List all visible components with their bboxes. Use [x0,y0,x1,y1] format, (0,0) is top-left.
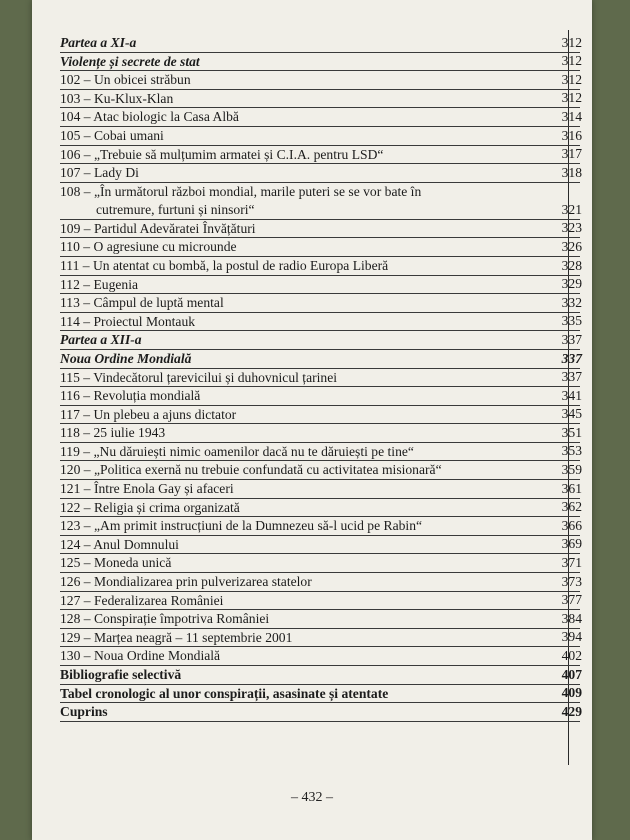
toc-entry-page-number: 335 [561,313,582,329]
toc-entry-page-number: 366 [561,517,582,533]
toc-entry-title: 126 – Mondializarea prin pulverizarea statelor [60,574,312,590]
toc-entry-title: 107 – Lady Di [60,165,139,181]
toc-entry-page-number: 362 [561,499,582,515]
toc-entry [60,34,580,53]
toc-entry [60,610,580,629]
toc-entry [60,443,580,462]
toc-entry [60,276,580,295]
toc-entry-title: Partea a XI-a [60,35,137,50]
toc-entry-page-number: 353 [561,443,582,459]
toc-entry-page-number: 337 [561,331,582,347]
toc-entry-title: 109 – Partidul Adevăratei Învățături [60,220,256,236]
toc-entry [60,53,580,72]
book-page [32,0,592,840]
toc-entry [60,387,580,406]
toc-entry-page-number: 337 [561,350,582,366]
toc-entry [60,294,580,313]
toc-entry-page-number: 332 [561,294,582,310]
toc-entry-title: Tabel cronologic al unor conspirații, asasinate și atentate [60,685,389,701]
toc-entry-title: 129 – Marțea neagră – 11 septembrie 2001 [60,629,293,645]
toc-entry [60,554,580,573]
toc-entry-title: 117 – Un plebeu a ajuns dictator [60,406,237,422]
toc-entry-title: Violențe și secrete de stat [60,53,200,69]
toc-entry [60,573,580,592]
toc-entry-title: 113 – Câmpul de luptă mental [60,295,224,311]
toc-entry-page-number: 326 [561,238,582,254]
toc-entry-page-number: 373 [561,573,582,589]
toc-entry-title: 124 – Anul Domnului [60,536,179,552]
toc-entry-page-number: 312 [561,90,582,106]
toc-entry-title: 122 – Religia și crima organizată [60,499,240,515]
toc-entry-title: Bibliografie selectivă [60,667,182,682]
toc-entry-title: 104 – Atac biologic la Casa Albă [60,109,239,125]
page-footer-number: – 432 – [291,790,333,805]
toc-entry-page-number: 318 [561,164,582,180]
toc-entry-page-number: 341 [561,387,582,403]
toc-entry [60,90,580,109]
toc-entry-title: 112 – Eugenia [60,276,139,292]
toc-entry-title-continuation: cutremure, furtuni și ninsori“ [96,201,255,217]
toc-entry-page-number: 312 [561,71,582,87]
toc-entry [60,183,580,220]
toc-entry-title: 111 – Un atentat cu bombă, la postul de radio Europa Liberă [60,257,389,273]
toc-entry [60,592,580,611]
toc-entry-page-number: 337 [561,369,582,385]
toc-entry [60,71,580,90]
toc-entry-title: 115 – Vindecătorul țarevicilui și duhovnicul țarinei [60,369,338,385]
toc-entry-title: 116 – Revoluția mondială [60,388,201,404]
toc-entry-title: Noua Ordine Mondială [60,350,192,366]
toc-entry-title: 110 – O agresiune cu microunde [60,239,237,255]
toc-entry [60,703,580,722]
toc-entry-page-number: 321 [561,201,582,217]
toc-entry-page-number: 345 [561,406,582,422]
toc-entry-page-number: 369 [561,536,582,552]
toc-entry-title: 128 – Conspirație împotriva României [60,611,270,627]
toc-entry [60,369,580,388]
toc-entry-page-number: 377 [561,592,582,608]
toc-entry-page-number: 402 [561,648,582,663]
toc-entry [60,406,580,425]
toc-entry-title: Cuprins [60,704,108,720]
toc-entry-page-number: 329 [561,276,582,292]
toc-entry [60,146,580,165]
toc-entry [60,536,580,555]
toc-entry [60,331,580,350]
toc-entry-page-number: 316 [561,127,582,143]
toc-entry [60,313,580,332]
toc-entry-page-number: 328 [561,257,582,273]
toc-entry [60,424,580,443]
toc-entry-title: 127 – Federalizarea României [60,592,224,608]
toc-entry [60,108,580,127]
toc-entry-page-number: 429 [561,703,582,719]
toc-entry-page-number: 361 [561,480,582,496]
toc-entry [60,127,580,146]
toc-entry [60,480,580,499]
toc-entry [60,350,580,369]
toc-entry-title: 123 – „Am primit instrucțiuni de la Dumnezeu să-l ucid pe Rabin“ [60,518,423,534]
toc-entry [60,220,580,239]
toc-entry-page-number: 351 [561,424,582,440]
toc-entry-title: 105 – Cobai umani [60,127,164,143]
toc-entry-title: 103 – Ku-Klux-Klan [60,90,174,106]
toc-entry-title: 108 – „În următorul război mondial, marile puteri se se vor bate în [60,183,422,199]
toc-entry-title: 118 – 25 iulie 1943 [60,425,166,441]
toc-entry-page-number: 314 [561,108,582,124]
toc-entry-page-number: 409 [561,685,582,701]
toc-entry-page-number: 384 [561,610,582,626]
toc-entry [60,238,580,257]
toc-entry-title: 121 – Între Enola Gay și afaceri [60,481,234,497]
toc-entry-title: 125 – Moneda unică [60,555,172,571]
table-of-contents [60,34,580,722]
toc-entry [60,629,580,648]
toc-entry-title: 130 – Noua Ordine Mondială [60,648,221,664]
toc-entry-title: 114 – Proiectul Montauk [60,313,196,329]
toc-entry-page-number: 317 [561,146,582,162]
toc-entry-page-number: 312 [561,34,582,50]
toc-entry [60,685,580,704]
toc-entry-title: 106 – „Trebuie să mulțumim armatei și C.I.A. pentru LSD“ [60,146,384,162]
toc-entry-title: 120 – „Politica exernă nu trebuie confundată cu activitatea misionară“ [60,462,442,478]
toc-entry-page-number: 371 [561,555,582,571]
toc-entry-page-number: 359 [561,462,582,478]
toc-entry [60,499,580,518]
toc-entry-page-number: 323 [561,220,582,236]
toc-entry-title: 119 – „Nu dăruiești nimic oamenilor dacă nu te dăruiești pe tine“ [60,443,414,459]
toc-entry [60,164,580,183]
toc-entry-page-number: 407 [561,666,582,682]
toc-entry [60,666,580,685]
toc-entry [60,461,580,480]
toc-entry [60,647,580,666]
toc-entry-page-number: 394 [561,629,582,645]
toc-entry-page-number: 312 [561,53,582,69]
toc-entry-title: 102 – Un obicei străbun [60,72,191,88]
toc-entry-title: Partea a XII-a [60,332,142,348]
toc-entry [60,517,580,536]
toc-entry [60,257,580,276]
